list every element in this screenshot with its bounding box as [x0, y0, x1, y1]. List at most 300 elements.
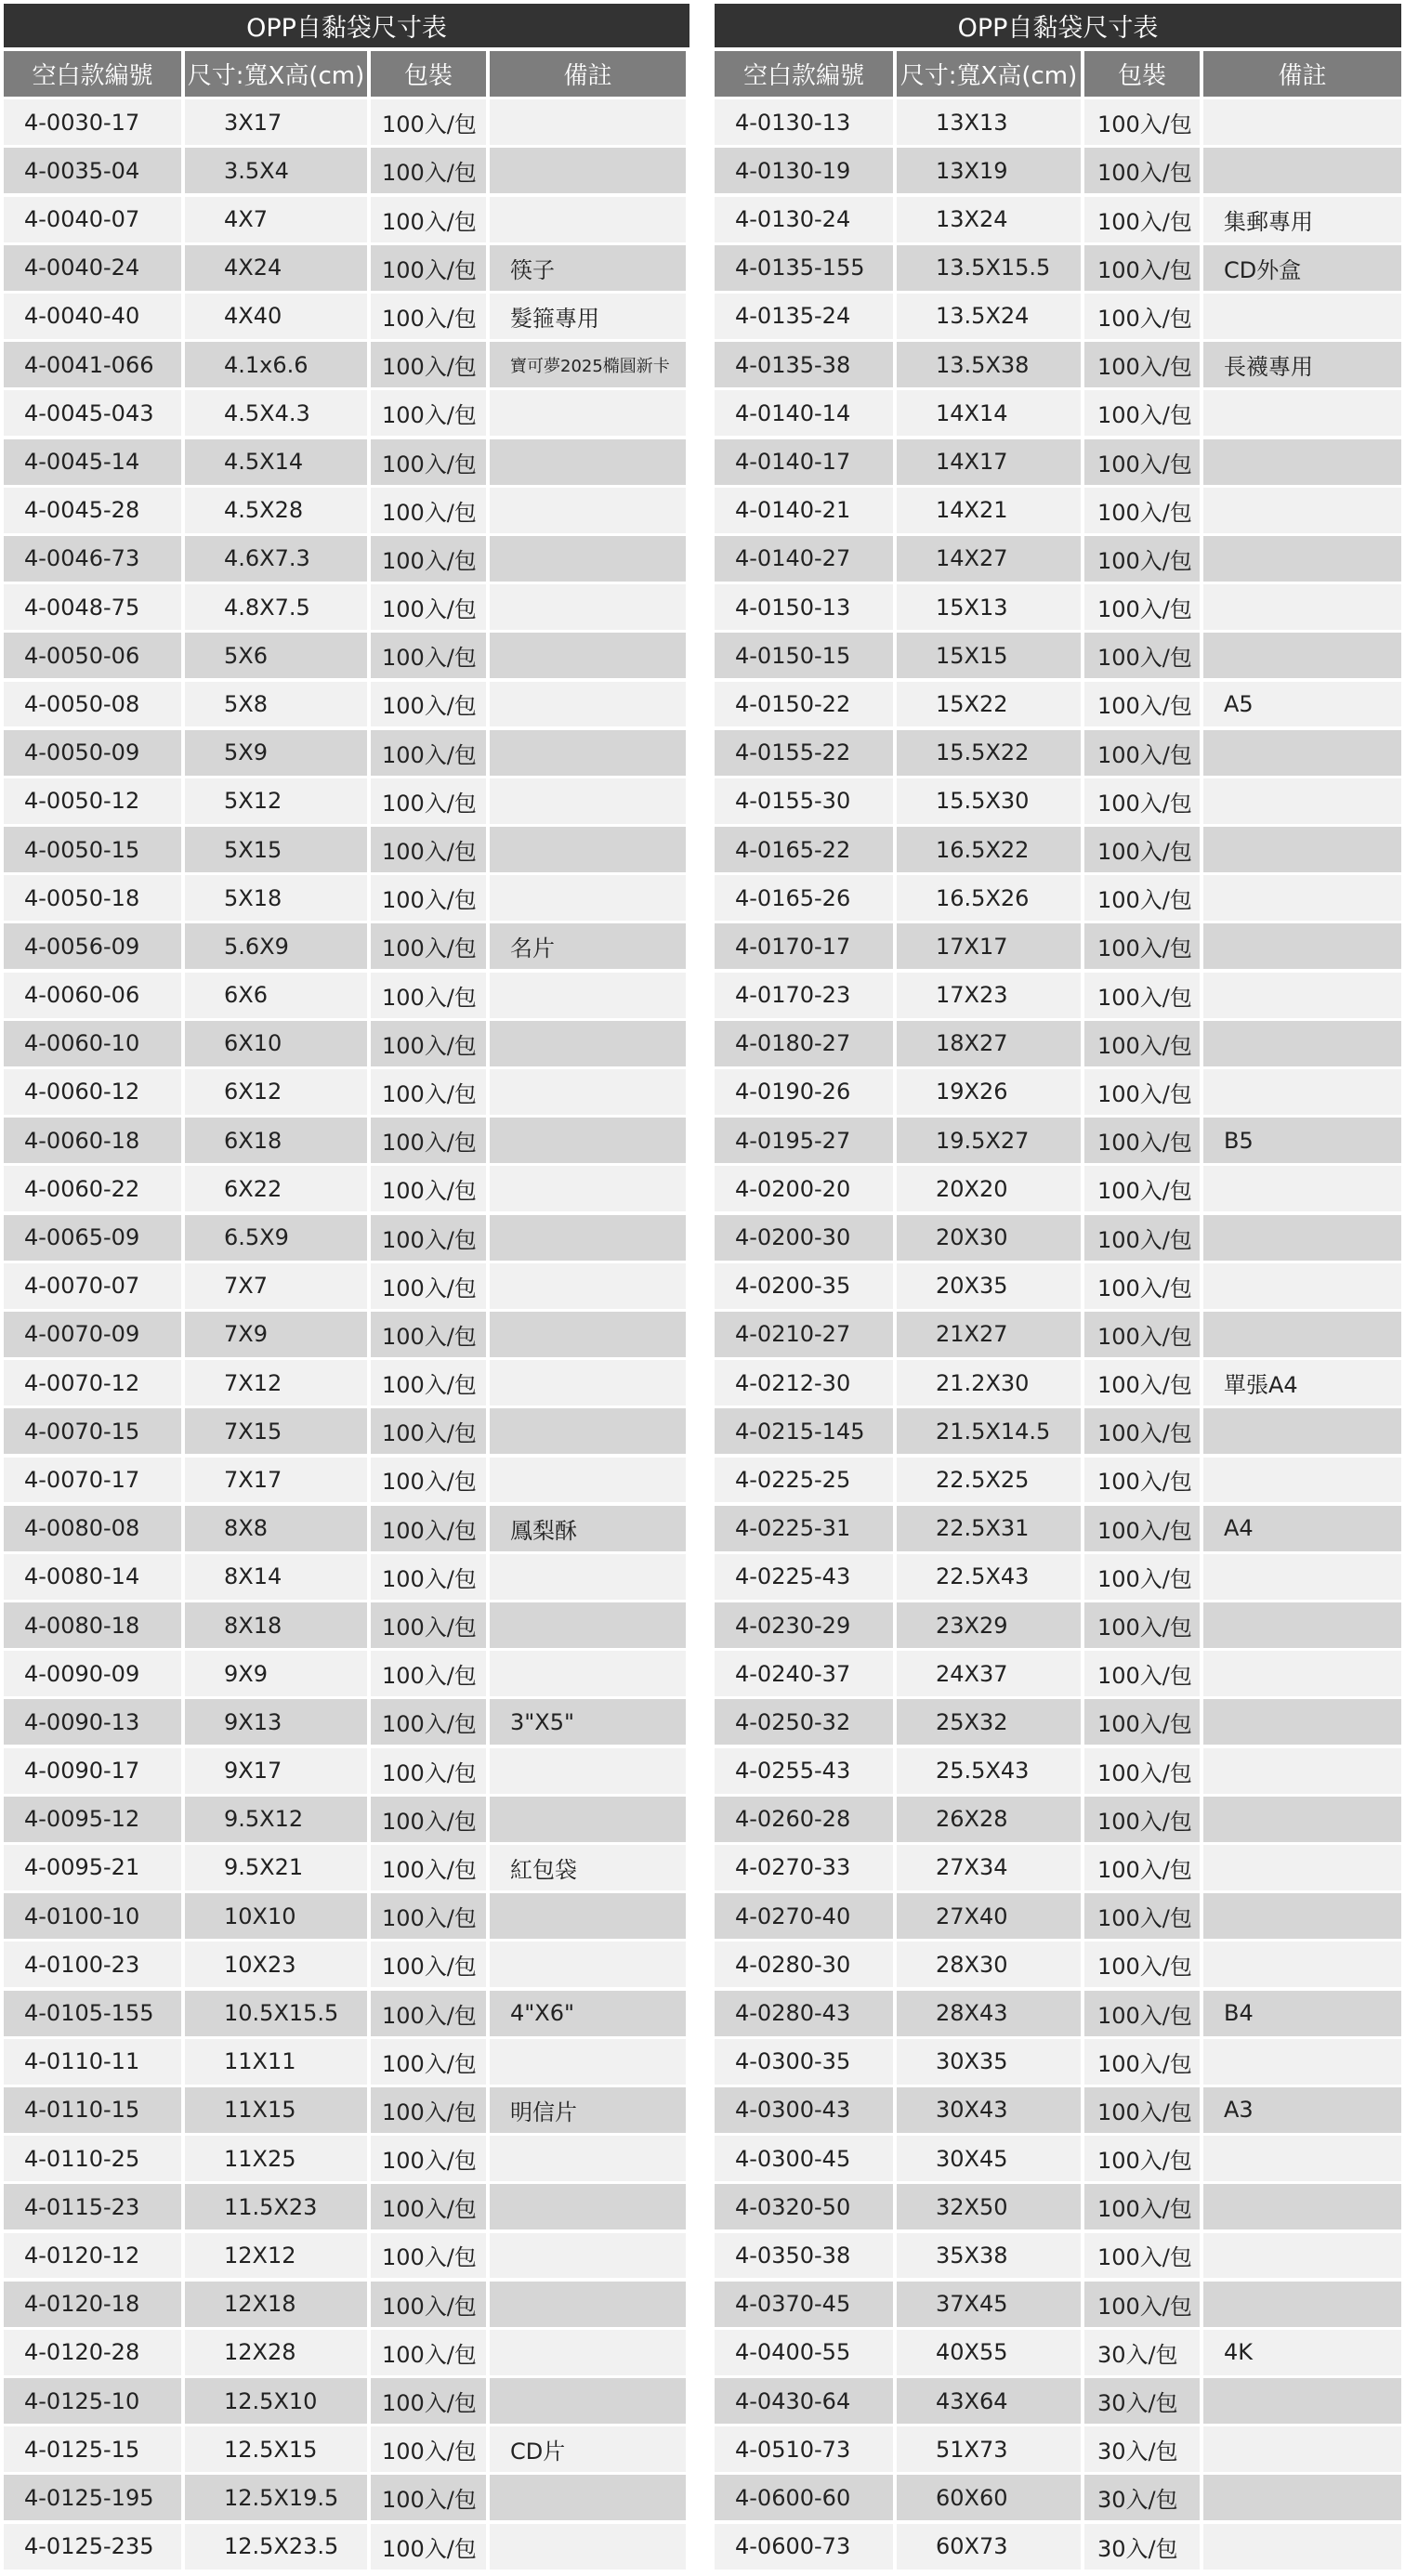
- item-note: 長襪專用: [1203, 342, 1401, 387]
- item-size: 20X20: [897, 1166, 1081, 1211]
- item-size: 15X13: [897, 584, 1081, 630]
- item-code: 4-0070-15: [4, 1408, 181, 1454]
- table-row: [4, 2524, 689, 2569]
- table-row: [4, 1215, 689, 1261]
- item-size: 12.5X19.5: [185, 2475, 367, 2520]
- item-pack: 100入/包: [1084, 245, 1200, 291]
- table-row: [715, 99, 1401, 145]
- item-code: 4-0210-27: [715, 1312, 893, 1357]
- item-pack: 100入/包: [371, 245, 486, 291]
- item-code: 4-0135-38: [715, 342, 893, 387]
- item-code: 4-0270-40: [715, 1893, 893, 1939]
- item-note: [1203, 2475, 1401, 2520]
- item-note: [1203, 1263, 1401, 1309]
- item-size: 3.5X4: [185, 148, 367, 193]
- item-size: 13.5X24: [897, 294, 1081, 339]
- item-code: 4-0060-12: [4, 1069, 181, 1115]
- table-body: [715, 99, 1401, 2569]
- item-size: 51X73: [897, 2426, 1081, 2472]
- item-pack: 100入/包: [1084, 1312, 1200, 1357]
- table-row: [4, 1506, 689, 1551]
- table-row: [4, 1651, 689, 1696]
- right-size-table: [715, 4, 1401, 2569]
- item-size: 19X26: [897, 1069, 1081, 1115]
- item-code: 4-0030-17: [4, 99, 181, 145]
- table-row: [4, 778, 689, 824]
- item-note: [490, 1360, 686, 1406]
- table-row: [715, 730, 1401, 776]
- item-pack: 100入/包: [371, 2039, 486, 2085]
- header-pack: 包裝: [371, 51, 486, 97]
- table-row: [4, 1554, 689, 1600]
- item-size: 16.5X26: [897, 875, 1081, 921]
- table-row: [4, 1602, 689, 1648]
- item-code: 4-0070-17: [4, 1458, 181, 1503]
- item-note: [490, 148, 686, 193]
- item-pack: 100入/包: [371, 1312, 486, 1357]
- item-pack: 100入/包: [371, 730, 486, 776]
- item-pack: 100入/包: [1084, 488, 1200, 533]
- table-row: [715, 1263, 1401, 1309]
- item-note: [1203, 1699, 1401, 1745]
- item-code: 4-0190-26: [715, 1069, 893, 1115]
- item-pack: 100入/包: [371, 536, 486, 582]
- item-note: [490, 488, 686, 533]
- item-pack: 100入/包: [371, 2184, 486, 2229]
- item-pack: 100入/包: [1084, 1263, 1200, 1309]
- item-note: [490, 1602, 686, 1648]
- item-note: [490, 197, 686, 242]
- item-note: [490, 2330, 686, 2375]
- table-row: [715, 2136, 1401, 2181]
- table-row: [715, 2330, 1401, 2375]
- table-row: [4, 1991, 689, 2036]
- item-size: 17X23: [897, 973, 1081, 1018]
- item-size: 8X14: [185, 1554, 367, 1600]
- item-size: 21X27: [897, 1312, 1081, 1357]
- item-size: 13X24: [897, 197, 1081, 242]
- item-note: [1203, 1215, 1401, 1261]
- item-size: 26X28: [897, 1797, 1081, 1842]
- item-pack: 100入/包: [1084, 1942, 1200, 1987]
- table-row: [4, 1797, 689, 1842]
- item-pack: 100入/包: [1084, 584, 1200, 630]
- table-title: OPP自黏袋尺寸表: [4, 4, 689, 47]
- item-code: 4-0065-09: [4, 1215, 181, 1261]
- item-size: 13X19: [897, 148, 1081, 193]
- item-note: [490, 1942, 686, 1987]
- item-size: 20X30: [897, 1215, 1081, 1261]
- item-note: [1203, 1069, 1401, 1115]
- item-pack: 100入/包: [1084, 197, 1200, 242]
- item-size: 5X9: [185, 730, 367, 776]
- item-code: 4-0120-18: [4, 2282, 181, 2327]
- item-note: A3: [1203, 2087, 1401, 2133]
- item-size: 6.5X9: [185, 1215, 367, 1261]
- item-code: 4-0230-29: [715, 1602, 893, 1648]
- table-row: [4, 2136, 689, 2181]
- item-pack: 100入/包: [1084, 2233, 1200, 2279]
- item-code: 4-0215-145: [715, 1408, 893, 1454]
- item-note: 3"X5": [490, 1699, 686, 1745]
- item-pack: 100入/包: [371, 1602, 486, 1648]
- table-row: [4, 827, 689, 872]
- item-pack: 100入/包: [1084, 2184, 1200, 2229]
- header-row: [4, 51, 689, 97]
- item-pack: 100入/包: [371, 1942, 486, 1987]
- item-pack: 100入/包: [371, 1506, 486, 1551]
- item-code: 4-0110-15: [4, 2087, 181, 2133]
- item-size: 8X18: [185, 1602, 367, 1648]
- item-note: [490, 2524, 686, 2569]
- table-row: [715, 923, 1401, 969]
- item-code: 4-0125-195: [4, 2475, 181, 2520]
- item-pack: 100入/包: [371, 973, 486, 1018]
- item-pack: 100入/包: [371, 1991, 486, 2036]
- item-size: 9X17: [185, 1748, 367, 1794]
- item-size: 14X27: [897, 536, 1081, 582]
- item-pack: 100入/包: [1084, 973, 1200, 1018]
- table-title: OPP自黏袋尺寸表: [715, 4, 1401, 47]
- item-size: 4X24: [185, 245, 367, 291]
- item-note: [490, 1748, 686, 1794]
- item-pack: 100入/包: [1084, 1069, 1200, 1115]
- item-code: 4-0100-23: [4, 1942, 181, 1987]
- item-pack: 100入/包: [1084, 730, 1200, 776]
- table-row: [715, 2475, 1401, 2520]
- item-note: [490, 827, 686, 872]
- item-pack: 30入/包: [1084, 2475, 1200, 2520]
- item-code: 4-0180-27: [715, 1021, 893, 1066]
- item-pack: 30入/包: [1084, 2330, 1200, 2375]
- item-size: 25.5X43: [897, 1748, 1081, 1794]
- table-row: [4, 1942, 689, 1987]
- item-code: 4-0240-37: [715, 1651, 893, 1696]
- table-row: [4, 1069, 689, 1115]
- item-note: [1203, 390, 1401, 436]
- table-row: [4, 2039, 689, 2085]
- item-pack: 100入/包: [371, 1263, 486, 1309]
- header-size: 尺寸:寬X高(cm): [897, 51, 1081, 97]
- item-note: [1203, 1166, 1401, 1211]
- item-size: 12.5X15: [185, 2426, 367, 2472]
- item-size: 5X18: [185, 875, 367, 921]
- item-note: CD外盒: [1203, 245, 1401, 291]
- item-size: 15.5X30: [897, 778, 1081, 824]
- item-pack: 100入/包: [1084, 1021, 1200, 1066]
- item-pack: 100入/包: [371, 923, 486, 969]
- item-note: [490, 1021, 686, 1066]
- item-pack: 100入/包: [371, 2233, 486, 2279]
- item-size: 12.5X10: [185, 2378, 367, 2424]
- item-note: A4: [1203, 1506, 1401, 1551]
- item-note: [490, 1312, 686, 1357]
- item-size: 6X22: [185, 1166, 367, 1211]
- item-size: 14X21: [897, 488, 1081, 533]
- item-size: 5X6: [185, 633, 367, 678]
- item-code: 4-0350-38: [715, 2233, 893, 2279]
- item-size: 37X45: [897, 2282, 1081, 2327]
- item-code: 4-0600-73: [715, 2524, 893, 2569]
- item-code: 4-0170-23: [715, 973, 893, 1018]
- item-note: [490, 2475, 686, 2520]
- item-pack: 100入/包: [371, 2282, 486, 2327]
- item-pack: 30入/包: [1084, 2378, 1200, 2424]
- item-code: 4-0080-08: [4, 1506, 181, 1551]
- item-code: 4-0130-24: [715, 197, 893, 242]
- table-row: [4, 1458, 689, 1503]
- table-row: [4, 730, 689, 776]
- item-code: 4-0115-23: [4, 2184, 181, 2229]
- item-code: 4-0140-14: [715, 390, 893, 436]
- item-size: 10.5X15.5: [185, 1991, 367, 2036]
- item-size: 27X34: [897, 1845, 1081, 1890]
- item-size: 6X18: [185, 1118, 367, 1163]
- item-note: [490, 633, 686, 678]
- table-row: [4, 1893, 689, 1939]
- item-code: 4-0110-11: [4, 2039, 181, 2085]
- item-note: [1203, 1893, 1401, 1939]
- table-row: [715, 390, 1401, 436]
- item-note: [1203, 1748, 1401, 1794]
- item-pack: 100入/包: [1084, 2039, 1200, 2085]
- item-pack: 100入/包: [371, 1021, 486, 1066]
- header-code: 空白款編號: [715, 51, 893, 97]
- item-size: 20X35: [897, 1263, 1081, 1309]
- item-pack: 100入/包: [371, 1893, 486, 1939]
- item-size: 5X12: [185, 778, 367, 824]
- table-row: [4, 973, 689, 1018]
- item-code: 4-0370-45: [715, 2282, 893, 2327]
- table-row: [4, 342, 689, 387]
- table-row: [4, 1166, 689, 1211]
- item-pack: 100入/包: [1084, 1845, 1200, 1890]
- table-row: [4, 875, 689, 921]
- item-code: 4-0280-30: [715, 1942, 893, 1987]
- table-row: [715, 1991, 1401, 2036]
- table-row: [4, 2426, 689, 2472]
- item-note: [1203, 1942, 1401, 1987]
- item-note: [1203, 294, 1401, 339]
- item-note: [1203, 584, 1401, 630]
- item-pack: 100入/包: [371, 294, 486, 339]
- item-note: B4: [1203, 1991, 1401, 2036]
- item-size: 11X15: [185, 2087, 367, 2133]
- table-row: [715, 1748, 1401, 1794]
- table-row: [4, 148, 689, 193]
- item-size: 27X40: [897, 1893, 1081, 1939]
- item-note: [490, 1651, 686, 1696]
- table-row: [715, 1021, 1401, 1066]
- table-row: [715, 245, 1401, 291]
- item-pack: 100入/包: [1084, 1506, 1200, 1551]
- item-code: 4-0090-17: [4, 1748, 181, 1794]
- item-code: 4-0130-19: [715, 148, 893, 193]
- item-note: 明信片: [490, 2087, 686, 2133]
- item-code: 4-0225-31: [715, 1506, 893, 1551]
- item-size: 4.1x6.6: [185, 342, 367, 387]
- item-note: [490, 1263, 686, 1309]
- item-note: [490, 2184, 686, 2229]
- item-pack: 100入/包: [371, 1797, 486, 1842]
- item-note: [1203, 2233, 1401, 2279]
- item-note: [1203, 1602, 1401, 1648]
- table-row: [715, 439, 1401, 485]
- item-size: 21.5X14.5: [897, 1408, 1081, 1454]
- table-row: [4, 633, 689, 678]
- item-code: 4-0270-33: [715, 1845, 893, 1890]
- table-row: [4, 99, 689, 145]
- item-pack: 100入/包: [371, 488, 486, 533]
- item-note: [490, 2378, 686, 2424]
- item-size: 6X6: [185, 973, 367, 1018]
- table-row: [715, 1506, 1401, 1551]
- item-note: [490, 1893, 686, 1939]
- item-code: 4-0200-20: [715, 1166, 893, 1211]
- item-size: 7X17: [185, 1458, 367, 1503]
- header-pack: 包裝: [1084, 51, 1200, 97]
- item-code: 4-0225-43: [715, 1554, 893, 1600]
- item-code: 4-0155-22: [715, 730, 893, 776]
- item-pack: 100入/包: [371, 2378, 486, 2424]
- table-body: [4, 99, 689, 2569]
- item-note: [490, 2233, 686, 2279]
- item-code: 4-0135-155: [715, 245, 893, 291]
- table-row: [715, 1699, 1401, 1745]
- item-note: [1203, 633, 1401, 678]
- item-code: 4-0045-14: [4, 439, 181, 485]
- table-row: [715, 1069, 1401, 1115]
- item-size: 23X29: [897, 1602, 1081, 1648]
- item-code: 4-0046-73: [4, 536, 181, 582]
- item-pack: 100入/包: [371, 342, 486, 387]
- item-note: 4K: [1203, 2330, 1401, 2375]
- item-size: 60X73: [897, 2524, 1081, 2569]
- item-size: 18X27: [897, 1021, 1081, 1066]
- item-pack: 100入/包: [1084, 1602, 1200, 1648]
- table-row: [4, 197, 689, 242]
- table-row: [715, 1797, 1401, 1842]
- item-note: [490, 1554, 686, 1600]
- item-pack: 100入/包: [1084, 875, 1200, 921]
- table-row: [715, 488, 1401, 533]
- item-code: 4-0040-40: [4, 294, 181, 339]
- item-size: 4.6X7.3: [185, 536, 367, 582]
- item-note: 4"X6": [490, 1991, 686, 2036]
- table-row: [4, 1118, 689, 1163]
- item-note: [1203, 1651, 1401, 1696]
- item-pack: 100入/包: [371, 1554, 486, 1600]
- item-code: 4-0200-35: [715, 1263, 893, 1309]
- item-pack: 100入/包: [371, 1118, 486, 1163]
- item-code: 4-0280-43: [715, 1991, 893, 2036]
- item-pack: 100入/包: [1084, 148, 1200, 193]
- item-size: 22.5X43: [897, 1554, 1081, 1600]
- item-size: 43X64: [897, 2378, 1081, 2424]
- item-code: 4-0060-22: [4, 1166, 181, 1211]
- table-row: [4, 294, 689, 339]
- item-pack: 100入/包: [371, 827, 486, 872]
- item-note: [1203, 973, 1401, 1018]
- table-row: [715, 2184, 1401, 2229]
- header-code: 空白款編號: [4, 51, 181, 97]
- item-size: 60X60: [897, 2475, 1081, 2520]
- item-code: 4-0040-24: [4, 245, 181, 291]
- table-row: [715, 294, 1401, 339]
- item-code: 4-0140-27: [715, 536, 893, 582]
- table-row: [715, 1942, 1401, 1987]
- item-pack: 100入/包: [371, 439, 486, 485]
- header-size: 尺寸:寬X高(cm): [185, 51, 367, 97]
- item-code: 4-0212-30: [715, 1360, 893, 1406]
- item-note: [1203, 2378, 1401, 2424]
- item-note: 髮箍專用: [490, 294, 686, 339]
- table-row: [4, 1845, 689, 1890]
- item-pack: 100入/包: [1084, 827, 1200, 872]
- item-code: 4-0048-75: [4, 584, 181, 630]
- item-code: 4-0050-09: [4, 730, 181, 776]
- table-row: [715, 1651, 1401, 1696]
- table-row: [4, 2184, 689, 2229]
- item-code: 4-0035-04: [4, 148, 181, 193]
- item-pack: 100入/包: [1084, 1748, 1200, 1794]
- table-row: [4, 536, 689, 582]
- item-note: [1203, 2426, 1401, 2472]
- table-row: [4, 439, 689, 485]
- item-size: 14X17: [897, 439, 1081, 485]
- item-size: 11.5X23: [185, 2184, 367, 2229]
- item-code: 4-0070-07: [4, 1263, 181, 1309]
- item-note: [490, 730, 686, 776]
- item-note: [490, 682, 686, 727]
- item-note: [1203, 2282, 1401, 2327]
- table-row: [715, 1845, 1401, 1890]
- table-row: [715, 197, 1401, 242]
- item-note: [1203, 2524, 1401, 2569]
- item-pack: 100入/包: [1084, 1991, 1200, 2036]
- item-code: 4-0045-28: [4, 488, 181, 533]
- item-pack: 100入/包: [371, 2330, 486, 2375]
- table-row: [4, 1263, 689, 1309]
- item-code: 4-0130-13: [715, 99, 893, 145]
- item-code: 4-0070-12: [4, 1360, 181, 1406]
- item-pack: 100入/包: [1084, 1408, 1200, 1454]
- item-pack: 100入/包: [1084, 1360, 1200, 1406]
- table-row: [4, 1021, 689, 1066]
- table-row: [4, 1408, 689, 1454]
- table-row: [715, 1360, 1401, 1406]
- item-pack: 100入/包: [1084, 2136, 1200, 2181]
- item-code: 4-0320-50: [715, 2184, 893, 2229]
- table-row: [715, 827, 1401, 872]
- item-note: 名片: [490, 923, 686, 969]
- item-size: 22.5X31: [897, 1506, 1081, 1551]
- item-size: 4X40: [185, 294, 367, 339]
- table-row: [4, 2233, 689, 2279]
- item-code: 4-0090-13: [4, 1699, 181, 1745]
- item-pack: 100入/包: [371, 2136, 486, 2181]
- header-note: 備註: [490, 51, 686, 97]
- item-pack: 100入/包: [1084, 778, 1200, 824]
- item-code: 4-0155-30: [715, 778, 893, 824]
- item-code: 4-0045-043: [4, 390, 181, 436]
- item-size: 4.8X7.5: [185, 584, 367, 630]
- item-note: [490, 536, 686, 582]
- item-size: 6X10: [185, 1021, 367, 1066]
- item-pack: 100入/包: [371, 1069, 486, 1115]
- item-pack: 100入/包: [371, 1360, 486, 1406]
- item-pack: 30入/包: [1084, 2426, 1200, 2472]
